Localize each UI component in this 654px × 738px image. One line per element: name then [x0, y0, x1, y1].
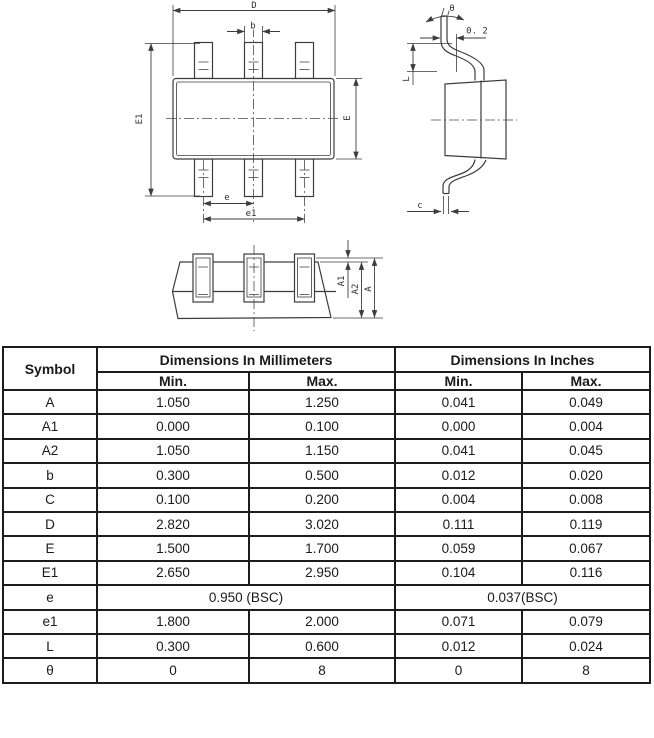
header-millimeters: Dimensions In Millimeters	[97, 347, 395, 372]
cell-mm-max: 1.150	[249, 439, 395, 463]
row-A1	[3, 414, 650, 438]
cell-in-min: 0.111	[395, 512, 522, 536]
front-view	[173, 240, 384, 331]
cell-in-max: 0.067	[522, 536, 650, 560]
cell-in-max: 0.045	[522, 439, 650, 463]
cell-symbol: A2	[3, 439, 97, 463]
side-view	[402, 4, 517, 214]
dim-A1	[337, 240, 348, 298]
row-e1	[3, 610, 650, 634]
cell-in-max: 0.079	[522, 610, 650, 634]
header-in-min: Min.	[395, 372, 522, 390]
cell-mm-max: 0.600	[249, 634, 395, 658]
dim-label-c: c	[417, 201, 423, 211]
cell-in-min: 0.000	[395, 414, 522, 438]
cell-in-max: 0.008	[522, 488, 650, 512]
header-in-max: Max.	[522, 372, 650, 390]
cell-mm-max: 2.000	[249, 610, 395, 634]
cell-in-min: 0.012	[395, 463, 522, 487]
cell-mm-min: 1.500	[97, 536, 249, 560]
dim-label-e1: e1	[245, 209, 257, 219]
row-e	[3, 585, 650, 609]
cell-mm-max: 0.200	[249, 488, 395, 512]
dim-label-A1: A1	[337, 275, 347, 287]
header-mm-min: Min.	[97, 372, 249, 390]
dim-label-e: e	[224, 193, 230, 203]
cell-mm-max: 0.100	[249, 414, 395, 438]
cell-mm-max: 2.950	[249, 561, 395, 585]
row-L	[3, 634, 650, 658]
cell-mm-min: 1.050	[97, 439, 249, 463]
cell-in-min: 0.041	[395, 439, 522, 463]
dim-A2	[351, 263, 362, 318]
cell-mm-max: 1.250	[249, 390, 395, 414]
cell-in-min: 0.071	[395, 610, 522, 634]
dim-e1	[204, 209, 305, 219]
cell-in-min: 0	[395, 658, 522, 682]
cell-in-max: 0.020	[522, 463, 650, 487]
header-mm-max: Max.	[249, 372, 395, 390]
cell-mm-min: 0	[97, 658, 249, 682]
cell-mm-max: 8	[249, 658, 395, 682]
dim-label-theta: θ	[449, 4, 455, 14]
dim-A	[364, 259, 375, 318]
package-outline-drawing	[0, 0, 654, 346]
header-symbol: Symbol	[3, 347, 97, 390]
row-E1	[3, 561, 650, 585]
dimensions-table	[2, 346, 651, 684]
cell-in-min: 0.104	[395, 561, 522, 585]
header-inches: Dimensions In Inches	[395, 347, 650, 372]
row-theta	[3, 658, 650, 682]
dim-label-E1: E1	[135, 113, 145, 125]
dim-label-b: b	[250, 21, 256, 32]
dim-label-A: A	[364, 286, 374, 292]
row-C	[3, 488, 650, 512]
lower-lead	[443, 160, 486, 215]
dim-label-E: E	[343, 115, 353, 121]
cell-mm-min: 0.300	[97, 634, 249, 658]
cell-symbol: e	[3, 585, 97, 609]
cell-symbol: C	[3, 488, 97, 512]
dim-label-A2: A2	[351, 283, 361, 295]
row-A	[3, 390, 650, 414]
cell-symbol: E1	[3, 561, 97, 585]
dim-label-L: L	[402, 76, 412, 82]
cell-symbol: b	[3, 463, 97, 487]
cell-mm-span: 0.950 (BSC)	[97, 585, 395, 609]
cell-symbol: θ	[3, 658, 97, 682]
top-pins	[195, 43, 314, 79]
cell-in-max: 0.119	[522, 512, 650, 536]
cell-mm-min: 0.300	[97, 463, 249, 487]
cell-mm-max: 3.020	[249, 512, 395, 536]
row-b	[3, 463, 650, 487]
row-D	[3, 512, 650, 536]
dim-c	[407, 201, 469, 212]
dim-theta	[426, 4, 464, 22]
table-header-row	[3, 347, 650, 372]
cell-symbol: A	[3, 390, 97, 414]
cell-in-span: 0.037(BSC)	[395, 585, 650, 609]
cell-in-max: 0.116	[522, 561, 650, 585]
cell-symbol: A1	[3, 414, 97, 438]
cell-in-min: 0.041	[395, 390, 522, 414]
table-subheader-row	[3, 372, 650, 390]
row-A2	[3, 439, 650, 463]
cell-mm-min: 2.650	[97, 561, 249, 585]
cell-in-min: 0.004	[395, 488, 522, 512]
cell-mm-min: 1.800	[97, 610, 249, 634]
cell-in-max: 0.004	[522, 414, 650, 438]
package-body-side	[445, 80, 506, 159]
cell-in-max: 8	[522, 658, 650, 682]
cell-symbol: E	[3, 536, 97, 560]
cell-in-min: 0.059	[395, 536, 522, 560]
cell-mm-max: 0.500	[249, 463, 395, 487]
bottom-pins	[195, 159, 314, 197]
dim-E	[336, 79, 362, 160]
dim-label-offset: 0. 2	[466, 26, 488, 37]
cell-in-max: 0.024	[522, 634, 650, 658]
cell-mm-max: 1.700	[249, 536, 395, 560]
cell-in-max: 0.049	[522, 390, 650, 414]
cell-mm-min: 0.100	[97, 488, 249, 512]
cell-symbol: e1	[3, 610, 97, 634]
cell-mm-min: 1.050	[97, 390, 249, 414]
cell-mm-min: 2.820	[97, 512, 249, 536]
cell-symbol: D	[3, 512, 97, 536]
cell-in-min: 0.012	[395, 634, 522, 658]
dim-label-D: D	[251, 1, 257, 11]
cell-mm-min: 0.000	[97, 414, 249, 438]
row-E	[3, 536, 650, 560]
top-view	[135, 1, 362, 223]
cell-symbol: L	[3, 634, 97, 658]
